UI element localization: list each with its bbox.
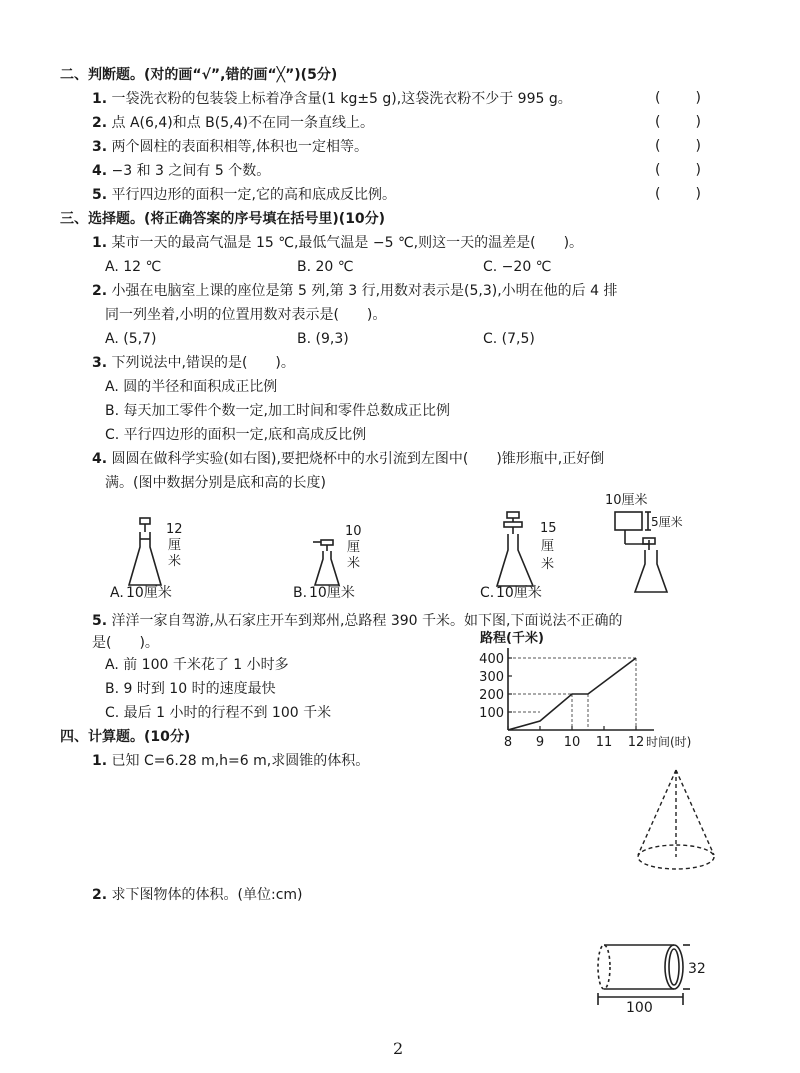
option-c[interactable]: C. 最后 1 小时的行程不到 100 千米 [105, 705, 332, 721]
choice-question-1: 1. 某市一天的最高气温是 15 ℃,最低气温是 −5 ℃,则这一天的温差是( )。 [92, 235, 584, 251]
cylinder-left-end [598, 945, 610, 989]
choice-question-3: 3. 下列说法中,错误的是( )。 [92, 355, 295, 371]
option-letter: C. [480, 585, 495, 601]
cylinder-right-end [665, 945, 683, 989]
choice-question-2: 2. 小强在电脑室上课的座位是第 5 列,第 3 行,用数对表示是(5,3),小明在他的后 4 排 [92, 283, 618, 299]
stopper [140, 518, 150, 524]
item-number: 2. [92, 115, 108, 131]
flask-a-diagram [110, 515, 190, 600]
judge-item-5 [92, 186, 396, 204]
item-text: 两个圆柱的表面积相等,体积也一定相等。 [111, 139, 368, 155]
flask-body [129, 532, 161, 585]
x-tick-label: 9 [535, 735, 545, 750]
calc-question-1: 1. 已知 C=6.28 m,h=6 m,求圆锥的体积。 [92, 753, 370, 769]
flask-c-diagram [480, 508, 570, 600]
svg-text:米: 米 [347, 556, 361, 571]
flask-body [315, 551, 339, 585]
item-text: 平行四边形的面积一定,它的高和底成反比例。 [111, 187, 396, 203]
question-text-cont: 满。(图中数据分别是底和高的长度) [105, 475, 326, 491]
option-b[interactable]: B. 9 时到 10 时的速度最快 [105, 681, 276, 697]
y-tick-label: 100 [479, 706, 504, 721]
base-label: 10厘米 [126, 585, 172, 601]
height-label: 15 [540, 521, 557, 536]
base-label: 10厘米 [309, 585, 355, 601]
y-axis-label: 路程(千米) [480, 631, 544, 646]
judge-item-4 [92, 162, 270, 180]
option-a[interactable]: A. 圆的半径和面积成正比例 [105, 379, 278, 395]
diameter-label: 32 [688, 961, 706, 977]
page-number: 2 [393, 1039, 404, 1058]
item-text: −3 和 3 之间有 5 个数。 [111, 163, 271, 179]
svg-text:厘: 厘 [347, 540, 361, 555]
judge-item-3 [92, 138, 368, 156]
section4-title: 四、计算题。(10分) [60, 729, 191, 745]
beaker-height-label: 5厘米 [651, 515, 683, 529]
item-text: 一袋洗衣粉的包装袋上标着净含量(1 kg±5 g),这袋洗衣粉不少于 995 g。 [111, 91, 572, 107]
base-label: 10厘米 [496, 585, 542, 601]
flask-body [497, 534, 533, 586]
judge-item-1 [92, 90, 572, 108]
item-text: 点 A(6,4)和点 B(5,4)不在同一条直线上。 [111, 115, 374, 131]
option-a[interactable]: A. (5,7) [105, 331, 157, 347]
option-b[interactable]: B. (9,3) [297, 331, 349, 347]
y-tick-label: 300 [479, 670, 504, 685]
option-letter: B. [293, 585, 308, 601]
item-number: 3. [92, 139, 108, 155]
y-tick-label: 200 [479, 688, 504, 703]
height-label: 12 [166, 522, 183, 537]
item-number: 5. [92, 187, 108, 203]
option-a[interactable]: A. 前 100 千米花了 1 小时多 [105, 657, 289, 673]
answer-blank-2[interactable]: ( ) [655, 114, 701, 130]
answer-blank-3[interactable]: ( ) [655, 138, 701, 154]
flask-b-diagram [293, 515, 373, 600]
svg-text:厘: 厘 [168, 538, 182, 553]
y-tick-label: 400 [479, 652, 504, 667]
distance-time-chart [470, 630, 710, 750]
x-axis-label: 时间(时) [646, 735, 692, 749]
choice-question-4: 4. 圆圆在做科学实验(如右图),要把烧杯中的水引流到左图中( )锥形瓶中,正好倒 [92, 451, 605, 467]
cylinder-diagram [590, 935, 720, 1020]
svg-text:米: 米 [541, 557, 555, 572]
question-text-cont: 同一列坐着,小明的位置用数对表示是( )。 [105, 307, 387, 323]
x-tick-label: 11 [595, 735, 613, 750]
beaker-apparatus-diagram [603, 488, 713, 600]
choice-question-5: 5. 洋洋一家自驾游,从石家庄开车到郑州,总路程 390 千米。如下图,下面说法不正确的 [92, 613, 623, 629]
option-b[interactable]: B. 20 ℃ [297, 259, 354, 275]
beaker-diameter-label: 10厘米 [605, 493, 648, 508]
beaker [615, 512, 642, 530]
cone-diagram [630, 765, 730, 880]
x-tick-label: 10 [563, 735, 581, 750]
answer-blank-4[interactable]: ( ) [655, 162, 701, 178]
question-text-cont: 是( )。 [92, 635, 159, 651]
item-number: 1. [92, 91, 108, 107]
option-c[interactable]: C. (7,5) [483, 331, 535, 347]
x-tick-label: 8 [503, 735, 513, 750]
option-a[interactable]: A. 12 ℃ [105, 259, 162, 275]
judge-item-2 [92, 114, 374, 132]
flask-body [635, 550, 667, 592]
calc-question-2: 2. 求下图物体的体积。(单位:cm) [92, 887, 303, 903]
length-label: 100 [626, 1000, 653, 1016]
x-tick-label: 12 [627, 735, 645, 750]
option-letter: A. [110, 585, 124, 601]
answer-blank-1[interactable]: ( ) [655, 90, 701, 106]
section2-title: 二、判断题。(对的画“√”,错的画“╳”)(5分) [60, 67, 338, 83]
svg-text:厘: 厘 [541, 539, 555, 554]
option-c[interactable]: C. −20 ℃ [483, 259, 552, 275]
svg-text:米: 米 [168, 554, 182, 569]
answer-blank-5[interactable]: ( ) [655, 186, 701, 202]
height-label: 10 [345, 524, 362, 539]
option-c[interactable]: C. 平行四边形的面积一定,底和高成反比例 [105, 427, 367, 443]
option-b[interactable]: B. 每天加工零件个数一定,加工时间和零件总数成正比例 [105, 403, 450, 419]
section3-title: 三、选择题。(将正确答案的序号填在括号里)(10分) [60, 211, 386, 227]
item-number: 4. [92, 163, 108, 179]
